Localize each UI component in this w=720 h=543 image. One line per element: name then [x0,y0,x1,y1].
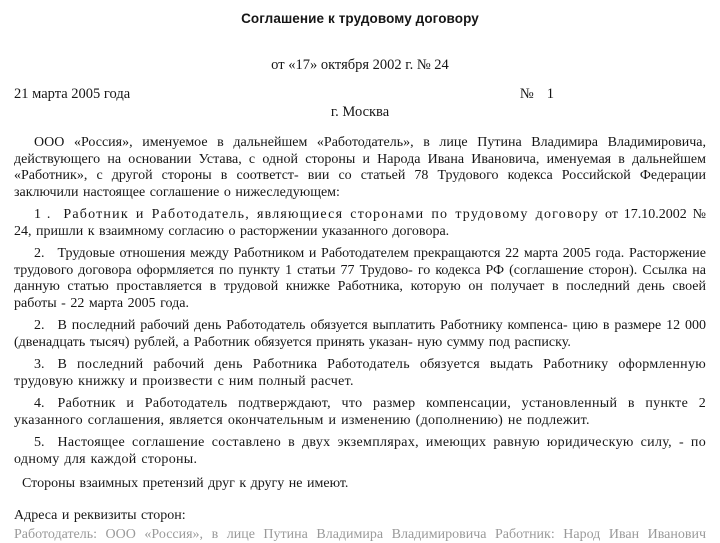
clause-4 [14,396,706,429]
city-line: г. Москва [330,104,390,120]
clause-5 [14,435,706,468]
contract-reference-line: от «17» октября 2002 г. № 24 [271,57,449,73]
clause-1-text-cont: от 17.10.2002 № 24, пришли к взаимному согласию о расторжении указанного договора. [14,207,706,239]
clause-2b-text: В последний рабочий день Работодатель обязуется выплатить Работнику компенса- цию в размере 12 000 (двенадцать тысяч) рублей, а Работник обязуется принять указан- ную сумму под расписку. [14,318,706,350]
clause-2b [14,318,706,351]
clause-2-text: Трудовые отношения между Работником и Работодателем прекращаются 22 марта 2005 года. Расторжение трудового договора оформляется по пункту 1 статьи 77 Трудово- го кодекса РФ (соглашение сторон). Ссылка на данную статью проставляется в трудовой книжке Работника, которую он получает в последний день своей работы - 22 марта 2005 года. [14,246,706,311]
agreement-date: 21 марта 2005 года [14,86,131,102]
clause-1-number: 1 . [34,207,51,222]
clause-3 [14,357,706,390]
clause-1 [14,207,706,240]
clause-4-text: Работник и Работодатель подтверждают, что размер компенсации, установленный в пункте 2 указанного соглашения, является окончательным и изменению (дополнению) не подлежит. [14,396,706,428]
clause-2 [14,246,706,312]
document-title: Соглашение к трудовому договору [241,11,479,26]
clause-3-number: 3. [34,357,45,372]
clause-1-text: Работник и Работодатель, являющиеся сторонами по трудовому договору [63,207,600,222]
clipped-bottom-text: Работодатель: ООО «Россия», в лице Путина Владимира Владимировича Работник: Народ Иван Иванович [14,527,706,542]
clause-4-number: 4. [34,396,45,411]
number-sign: № [519,86,534,102]
requisites-heading: Адреса и реквизиты сторон: [14,507,186,523]
date-number-row [14,86,706,103]
clause-5-number: 5. [34,435,45,450]
number-value: 1 [546,86,554,102]
intro-paragraph: ООО «Россия», именуемое в дальнейшем «Работодатель», в лице Путина Владимира Владимировича, действующего на основании Устава, с одной стороны и Народа Ивана Ивановича, именуемая в дальнейшем «Работник», с другой стороны в соответст- вии со статьей 78 Трудового кодекса Российской Федерации заключили настоящее соглашение о нижеследующем: [14,135,706,200]
clause-5-text: Настоящее соглашение составлено в двух экземплярах, имеющих равную юридическую силу, - по одному для каждой стороны. [14,435,706,467]
clause-3-text: В последний рабочий день Работника Работодатель обязуется выдать Работнику оформленную трудовую книжку и произвести с ним полный расчет. [14,357,706,389]
clause-2b-number: 2. [34,318,45,333]
clause-2-number: 2. [34,246,45,261]
agreement-number [520,86,554,103]
clipped-bottom-line [14,526,706,542]
no-claims-line: Стороны взаимных претензий друг к другу не имеют. [22,476,349,491]
